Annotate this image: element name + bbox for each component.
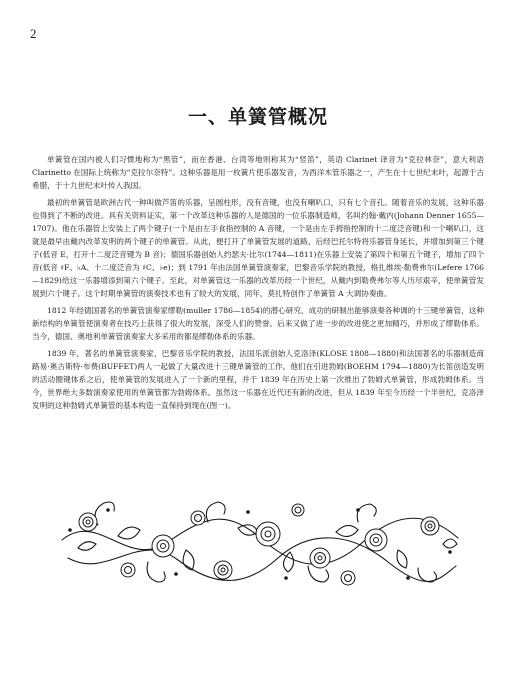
floral-vine-icon: [58, 470, 462, 612]
page-number: 2: [30, 26, 37, 41]
body-text: [32, 153, 484, 416]
paragraph: 最初的单簧管是欧洲古代一种叫做芦笛的乐器，呈圆柱形，没有音键，也没有喇叭口，只有七个音孔。随着音乐的发展，这种乐器也得到了不断的改进。具有关资料证实，第一个改革这种乐器的人是德国的一位乐器制造师，名叫约翰·戴内(Johann Denner 1655—1707)。他在乐器管上安装上了两个键子(一个是由左手食指控制的 A 音键，一个是由左手拇指控制的十二度泛音键)和一个喇叭口，这就是最早由戴内改革发明的两个键子的单簧管。从此，便打开了单簧管发展的道路，后经巴托尔特将乐器管身延长，并增加到第三个键子(低音 E，打开十二度泛音键为 B 音)；德国乐器创始人约瑟夫·比尔(1744—1811)在乐器上安装了第四个和第五个键子，增加了四个音(低音 ♯F、♭A、十二度泛音为 ♯C、♭e)；到 1791 年由法国单簧管演奏家，巴黎音乐学院的教授，格扎维埃·勒费弗尔(Lefere 1766—1829)给这一乐器增添到第六个键子。至此，对单簧管这一乐器的改革历经一个世纪，从戴内到勒费弗尔等人历尽艰辛，使单簧管发展到六个键子。这个时期单簧管的演奏技术也有了较大的发展，同年，莫扎特创作了单簧管 A 大调协奏曲。: [32, 198, 484, 298]
paragraph: 单簧管在国内被人们习惯地称为“黑管”，而在香港、台湾等地则称其为“竖笛”，英语 Clarinet 译音为“克拉林奈”，意大利语 Clarinetto 在国际上统称为“克拉尔奈特”。这种乐器是用一枚簧片使乐器发音，为西洋木管乐器之一，产生在十七世纪末叶，起源于古希腊，于十九世纪末叶传入我国。: [32, 155, 484, 190]
paragraph: 1812 年经德国著名的单簧管演奏家缪勒(muller 1786—1854)的潜心研究，成功的研制出能够演奏各种调的十三键单簧管，这种新结构的单簧管使演奏者在技巧上获得了很大的发展，深受人们的赞誉。后来又做了进一步的改进使之更加精巧，并形成了缪勒体系。当今，德国、奥地利单簧管演奏家大多采用的都是缪勒体系的乐器。: [32, 306, 484, 341]
paragraph: 1839 年，著名的单簧管演奏家，巴黎音乐学院的教授，法国乐派创始人克洛泽(KLOSE 1808—1880)和法国著名的乐器制造商路易·奥古斯特·布费(BUFFET)两人一起做了大量改进十三键单簧管的工作。他们在引进勃姆(BOEHM 1794—1880)为长笛创造发明的活动圈键体系之后，使单簧管的发展进入了一个新的里程，并于 1839 年在历史上第一次推出了勃姆式单簧管，形成勃姆体系。当今，世界绝大多数演奏家使用的单簧管都为勃姆体系。虽然这一乐器在近代还有新的改进，但从 1839 年至今历经一个半世纪，克洛泽发明的这种勃姆式单簧管的基本构造一直保持到现在(图一)。: [32, 349, 484, 410]
page-title: 一、单簧管概况: [187, 106, 328, 128]
